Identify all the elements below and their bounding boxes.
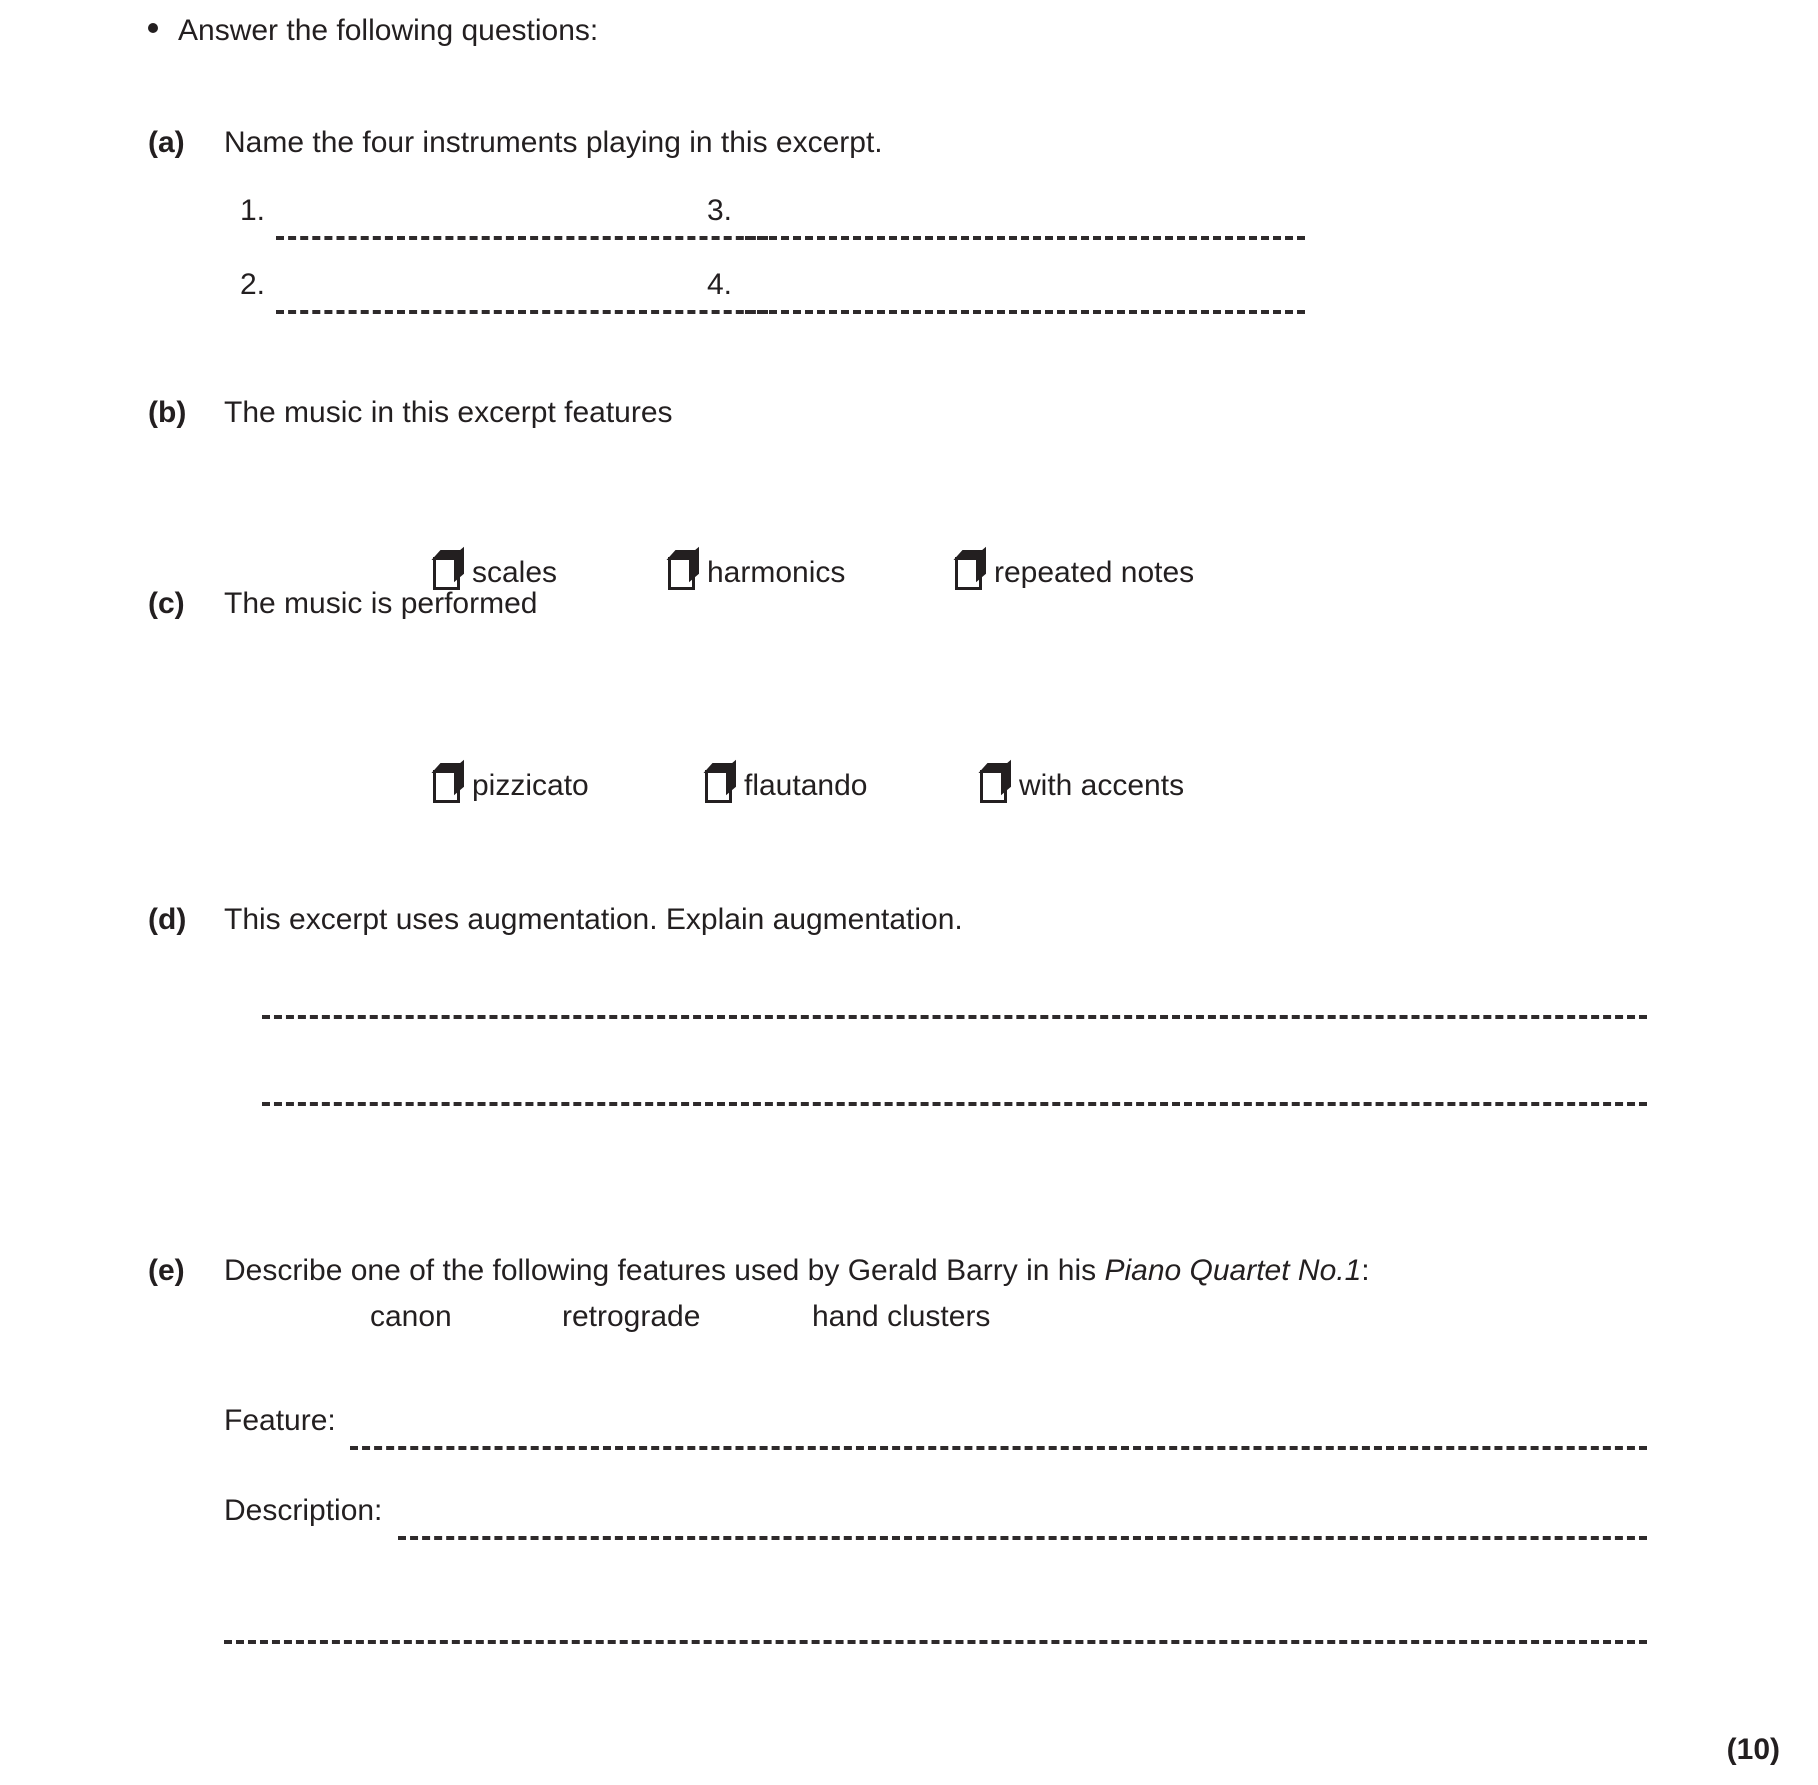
question-d-row	[148, 903, 963, 937]
question-e-work-title: Piano Quartet No.1	[1104, 1254, 1362, 1287]
question-c-row	[148, 587, 537, 621]
feature-word-hand-clusters: hand clusters	[812, 1300, 991, 1333]
marks-total: (10)	[1726, 1733, 1780, 1766]
answer-number-1-label: 1.	[240, 194, 266, 227]
checkbox-option-label: scales	[472, 556, 558, 589]
checkbox-option-label: with accents	[1019, 769, 1185, 802]
question-c-label: (c)	[148, 587, 185, 620]
question-e-label: (e)	[148, 1254, 185, 1287]
checkbox-icon[interactable]	[705, 770, 732, 803]
question-e-row	[148, 1254, 1370, 1288]
checkbox-option-label: flautando	[744, 769, 868, 802]
answer-blank-2[interactable]	[276, 310, 768, 314]
checkbox-icon[interactable]	[668, 557, 695, 590]
feature-input-line[interactable]	[350, 1446, 1647, 1450]
checkbox-option-scales[interactable]	[433, 556, 557, 590]
question-b-label: (b)	[148, 396, 187, 429]
checkbox-option-harmonics[interactable]	[668, 556, 845, 590]
answer-blank-4[interactable]	[745, 310, 1305, 314]
answer-blank-3[interactable]	[745, 236, 1305, 240]
question-e-text-part1: Describe one of the following features used by Gerald Barry in his	[224, 1254, 1105, 1287]
bullet-point-icon	[148, 23, 158, 33]
feature-word-canon: canon	[370, 1300, 452, 1333]
question-c-text: The music is performed	[224, 587, 538, 620]
description-input-line-1[interactable]	[398, 1536, 1647, 1540]
question-b-row	[148, 396, 673, 430]
question-a-text: Name the four instruments playing in this excerpt.	[224, 126, 883, 159]
checkbox-option-pizzicato[interactable]	[433, 769, 589, 803]
checkbox-icon[interactable]	[955, 557, 982, 590]
question-e-text-part2: :	[1361, 1254, 1370, 1287]
question-a-row	[148, 126, 883, 160]
description-field-label: Description:	[224, 1494, 383, 1527]
answer-line-d-1[interactable]	[262, 1015, 1647, 1019]
checkbox-icon[interactable]	[433, 557, 460, 590]
feature-word-retrograde: retrograde	[562, 1300, 701, 1333]
question-e-text	[224, 1254, 1370, 1288]
answer-number-4-label: 4.	[707, 268, 733, 301]
checkbox-icon[interactable]	[980, 770, 1007, 803]
checkbox-option-flautando[interactable]	[705, 769, 867, 803]
instruction-text: Answer the following questions:	[178, 14, 599, 47]
feature-field-label: Feature:	[224, 1404, 336, 1437]
answer-number-2-label: 2.	[240, 268, 266, 301]
answer-number-3-label: 3.	[707, 194, 733, 227]
checkbox-option-label: harmonics	[707, 556, 846, 589]
checkbox-icon[interactable]	[433, 770, 460, 803]
checkbox-option-repeated-notes[interactable]	[955, 556, 1194, 590]
answer-blank-1[interactable]	[276, 236, 768, 240]
answer-line-d-2[interactable]	[262, 1102, 1647, 1106]
instruction-bullet-row	[148, 12, 598, 50]
question-d-label: (d)	[148, 903, 187, 936]
description-input-line-2[interactable]	[224, 1640, 1647, 1644]
checkbox-option-label: pizzicato	[472, 769, 589, 802]
question-b-text: The music in this excerpt features	[224, 396, 673, 429]
question-d-text: This excerpt uses augmentation. Explain augmentation.	[224, 903, 963, 936]
question-a-label: (a)	[148, 126, 185, 159]
checkbox-option-with-accents[interactable]	[980, 769, 1184, 803]
checkbox-option-label: repeated notes	[994, 556, 1195, 589]
